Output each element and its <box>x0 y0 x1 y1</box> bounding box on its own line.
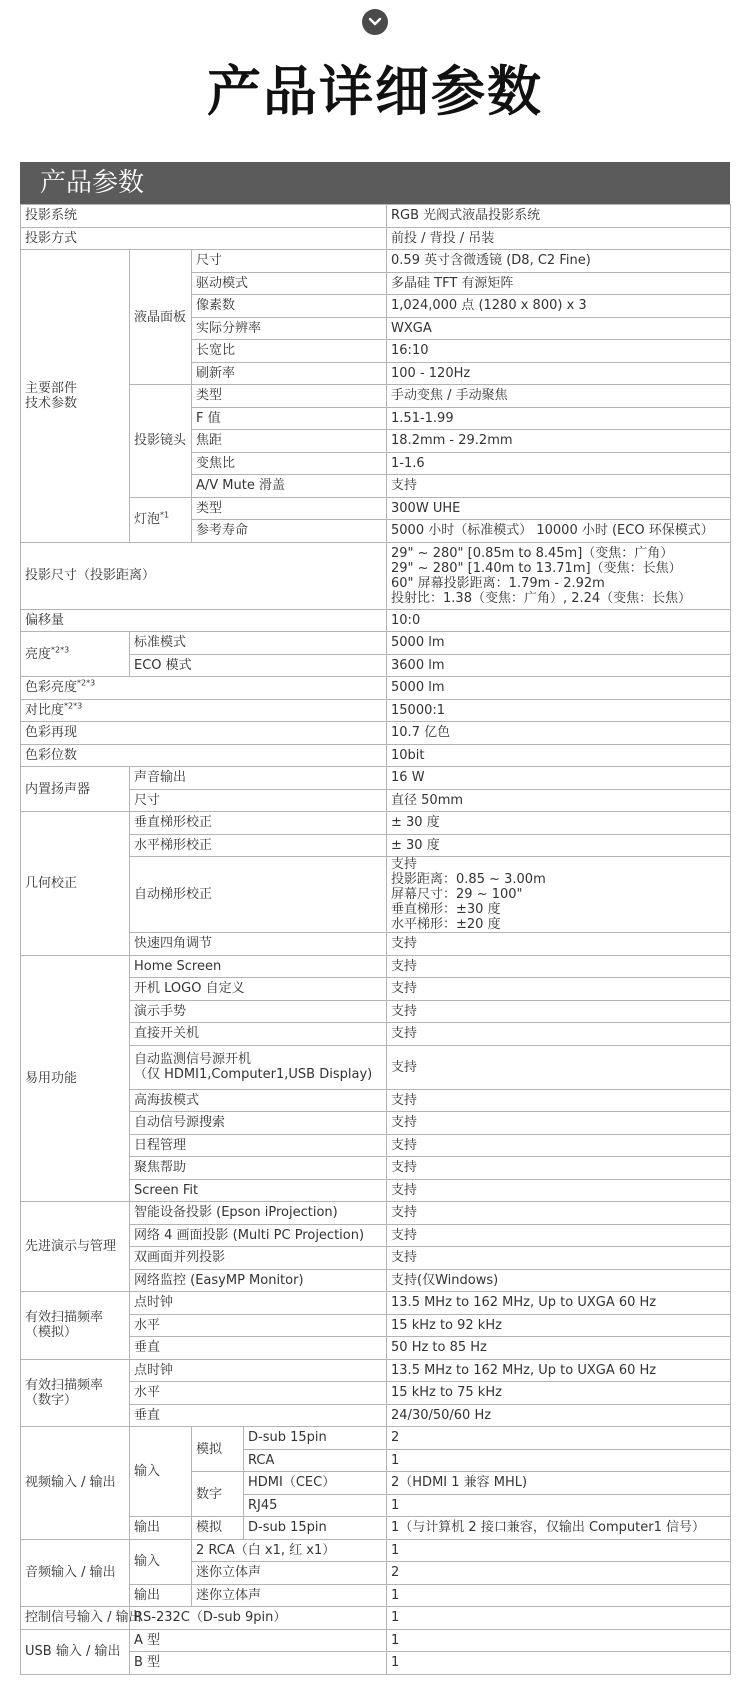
group-label: 控制信号输入 / 输出 <box>21 1607 130 1630</box>
table-row <box>21 1539 731 1562</box>
spec-value: 支持(仅Windows) <box>387 1269 731 1292</box>
spec-label: 迷你立体声 <box>192 1562 387 1585</box>
table-row <box>21 1427 731 1450</box>
group-label: 主要部件 技术参数 <box>21 250 130 543</box>
spec-value: 10bit <box>387 744 731 767</box>
spec-value: 13.5 MHz to 162 MHz, Up to UXGA 60 Hz <box>387 1359 731 1382</box>
footnote-mark: *1 <box>160 510 170 520</box>
group-label: USB 输入 / 输出 <box>21 1629 130 1674</box>
spec-value: 18.2mm - 29.2mm <box>387 430 731 453</box>
spec-label: 色彩亮度$^{*2*3}$ <box>21 677 387 700</box>
spec-label: RJ45 <box>244 1494 387 1517</box>
subgroup-label: 模拟 <box>192 1517 244 1540</box>
spec-value: 支持 <box>387 475 731 498</box>
spec-label: 声音输出 <box>130 767 387 790</box>
spec-label: 点时钟 <box>130 1292 387 1315</box>
spec-value: 10:0 <box>387 609 731 632</box>
spec-label: 网络 4 画面投影 (Multi PC Projection) <box>130 1224 387 1247</box>
spec-value: 手动变焦 / 手动聚焦 <box>387 385 731 408</box>
spec-value: 15 kHz to 92 kHz <box>387 1314 731 1337</box>
table-row <box>21 1629 731 1652</box>
spec-label: F 值 <box>192 407 387 430</box>
spec-label: B 型 <box>130 1652 387 1675</box>
spec-label: 驱动模式 <box>192 272 387 295</box>
table-row <box>21 744 731 767</box>
table-row <box>21 812 731 835</box>
spec-label: Home Screen <box>130 955 387 978</box>
spec-label: 投影系统 <box>21 205 387 228</box>
spec-label: D-sub 15pin <box>244 1427 387 1450</box>
spec-label: 长宽比 <box>192 340 387 363</box>
spec-value: 24/30/50/60 Hz <box>387 1404 731 1427</box>
footnote-mark: *2*3 <box>51 645 70 655</box>
spec-value: 16:10 <box>387 340 731 363</box>
spec-label: 参考寿命 <box>192 520 387 543</box>
spec-value: 1（与计算机 2 接口兼容，仅输出 Computer1 信号） <box>387 1517 731 1540</box>
table-row <box>21 1292 731 1315</box>
spec-label: 智能设备投影 (Epson iProjection) <box>130 1202 387 1225</box>
spec-label: 高海拔模式 <box>130 1089 387 1112</box>
subgroup-label: 投影镜头 <box>130 385 192 498</box>
table-row <box>21 542 731 609</box>
spec-label: 开机 LOGO 自定义 <box>130 978 387 1001</box>
table-row <box>21 250 731 273</box>
spec-label: 水平 <box>130 1314 387 1337</box>
spec-label: 投影方式 <box>21 227 387 250</box>
spec-label: 尺寸 <box>192 250 387 273</box>
group-label: 内置扬声器 <box>21 767 130 812</box>
spec-value: 多晶硅 TFT 有源矩阵 <box>387 272 731 295</box>
spec-label: 日程管理 <box>130 1134 387 1157</box>
spec-value: 3600 lm <box>387 654 731 677</box>
spec-value: 16 W <box>387 767 731 790</box>
spec-value: ± 30 度 <box>387 812 731 835</box>
spec-value: 支持 <box>387 1134 731 1157</box>
spec-label: 变焦比 <box>192 452 387 475</box>
spec-label: ECO 模式 <box>130 654 387 677</box>
table-row <box>21 699 731 722</box>
spec-value: ± 30 度 <box>387 834 731 857</box>
spec-label: RCA <box>244 1449 387 1472</box>
spec-label: 实际分辨率 <box>192 317 387 340</box>
spec-value: 支持 <box>387 1000 731 1023</box>
spec-label: 尺寸 <box>130 789 387 812</box>
spec-value: 支持 投影距离：0.85 ~ 3.00m 屏幕尺寸：29 ~ 100" 垂直梯形：±30 度 水平梯形：±20 度 <box>387 857 731 933</box>
group-label: 易用功能 <box>21 955 130 1202</box>
spec-value: 1-1.6 <box>387 452 731 475</box>
spec-value: 前投 / 背投 / 吊装 <box>387 227 731 250</box>
subgroup-label: 液晶面板 <box>130 250 192 385</box>
group-label: 音频输入 / 输出 <box>21 1539 130 1607</box>
spec-label: 聚焦帮助 <box>130 1157 387 1180</box>
spec-label: 垂直 <box>130 1404 387 1427</box>
spec-value: 10.7 亿色 <box>387 722 731 745</box>
spec-value: 1 <box>387 1449 731 1472</box>
spec-value: 支持 <box>387 1179 731 1202</box>
spec-value: 支持 <box>387 1112 731 1135</box>
spec-value: 1,024,000 点 (1280 x 800) x 3 <box>387 295 731 318</box>
spec-label: 偏移量 <box>21 609 387 632</box>
spec-label: 垂直 <box>130 1337 387 1360</box>
spec-value: 1 <box>387 1652 731 1675</box>
group-label: 亮度$^{*2*3}$ <box>21 632 130 677</box>
table-row <box>21 205 731 228</box>
spec-label: HDMI（CEC） <box>244 1472 387 1495</box>
spec-value: 支持 <box>387 1045 731 1089</box>
table-row <box>21 677 731 700</box>
spec-value: 5000 lm <box>387 677 731 700</box>
spec-label: 演示手势 <box>130 1000 387 1023</box>
spec-value: 支持 <box>387 1023 731 1046</box>
spec-table <box>20 204 731 1675</box>
spec-label: 双画面并列投影 <box>130 1247 387 1270</box>
spec-label: Screen Fit <box>130 1179 387 1202</box>
group-label: 有效扫描频率 （数字） <box>21 1359 130 1427</box>
spec-label: 像素数 <box>192 295 387 318</box>
spec-value: 1.51-1.99 <box>387 407 731 430</box>
spec-value: 29" ~ 280" [0.85m to 8.45m]（变焦：广角） 29" ~ 280" [1.40m to 13.71m]（变焦：长焦） 60" 屏幕投影距离：1.79m - 2.92m 投射比：1.38（变焦：广角）, 2.24（变焦：长焦） <box>387 542 731 609</box>
spec-label: D-sub 15pin <box>244 1517 387 1540</box>
subgroup-label: 输出 <box>130 1584 192 1607</box>
spec-value: 支持 <box>387 933 731 956</box>
spec-label: 迷你立体声 <box>192 1584 387 1607</box>
spec-label: 水平 <box>130 1382 387 1405</box>
table-row <box>21 1607 731 1630</box>
spec-value: 1 <box>387 1607 731 1630</box>
spec-value: 2 <box>387 1562 731 1585</box>
spec-value: 50 Hz to 85 Hz <box>387 1337 731 1360</box>
spec-value: 支持 <box>387 955 731 978</box>
spec-value: 0.59 英寸含微透镜 (D8, C2 Fine) <box>387 250 731 273</box>
spec-label: 2 RCA（白 x1, 红 x1） <box>192 1539 387 1562</box>
spec-label: 类型 <box>192 385 387 408</box>
page-title: 产品详细参数 <box>207 60 543 123</box>
table-row <box>21 722 731 745</box>
table-row <box>21 767 731 790</box>
table-row <box>21 609 731 632</box>
subgroup-label: 输出 <box>130 1517 192 1540</box>
spec-value: 直径 50mm <box>387 789 731 812</box>
spec-value: 1 <box>387 1539 731 1562</box>
subgroup-label: 灯泡$^{*1}$ <box>130 497 192 542</box>
scroll-down-button[interactable] <box>362 9 388 35</box>
spec-label: A/V Mute 滑盖 <box>192 475 387 498</box>
table-row <box>21 227 731 250</box>
subgroup-label: 数字 <box>192 1472 244 1517</box>
spec-label: 快速四角调节 <box>130 933 387 956</box>
group-label: 几何校正 <box>21 812 130 956</box>
spec-value: 15000:1 <box>387 699 731 722</box>
table-row <box>21 955 731 978</box>
spec-label: 垂直梯形校正 <box>130 812 387 835</box>
spec-value: 5000 小时（标准模式） 10000 小时 (ECO 环保模式） <box>387 520 731 543</box>
spec-value: 1 <box>387 1494 731 1517</box>
spec-value: 支持 <box>387 1202 731 1225</box>
table-row <box>21 1202 731 1225</box>
group-label: 有效扫描频率 （模拟） <box>21 1292 130 1360</box>
spec-label: A 型 <box>130 1629 387 1652</box>
spec-value: 13.5 MHz to 162 MHz, Up to UXGA 60 Hz <box>387 1292 731 1315</box>
footnote-mark: *2*3 <box>77 678 96 688</box>
spec-value: WXGA <box>387 317 731 340</box>
spec-label: 对比度$^{*2*3}$ <box>21 699 387 722</box>
spec-value: 1 <box>387 1584 731 1607</box>
spec-value: 300W UHE <box>387 497 731 520</box>
group-label: 先进演示与管理 <box>21 1202 130 1292</box>
spec-label: 色彩再现 <box>21 722 387 745</box>
spec-value: 支持 <box>387 1224 731 1247</box>
spec-label: RS-232C（D-sub 9pin） <box>130 1607 387 1630</box>
subgroup-label: 输入 <box>130 1427 192 1517</box>
spec-label: 自动信号源搜索 <box>130 1112 387 1135</box>
section-header <box>20 162 730 204</box>
section-title: 产品参数 <box>40 168 145 198</box>
spec-label: 点时钟 <box>130 1359 387 1382</box>
spec-label: 焦距 <box>192 430 387 453</box>
spec-label: 标准模式 <box>130 632 387 655</box>
spec-value: 支持 <box>387 1089 731 1112</box>
spec-label: 网络监控 (EasyMP Monitor) <box>130 1269 387 1292</box>
spec-label: 投影尺寸（投影距离） <box>21 542 387 609</box>
chevron-down-icon <box>368 17 382 27</box>
spec-value: 支持 <box>387 978 731 1001</box>
spec-value: 支持 <box>387 1247 731 1270</box>
spec-value: 15 kHz to 75 kHz <box>387 1382 731 1405</box>
group-label: 视频输入 / 输出 <box>21 1427 130 1540</box>
table-row <box>21 632 731 655</box>
spec-value: 100 - 120Hz <box>387 362 731 385</box>
spec-value: 1 <box>387 1629 731 1652</box>
subgroup-label: 输入 <box>130 1539 192 1584</box>
spec-label: 色彩位数 <box>21 744 387 767</box>
spec-value: 支持 <box>387 1157 731 1180</box>
spec-label: 直接开关机 <box>130 1023 387 1046</box>
spec-label: 刷新率 <box>192 362 387 385</box>
spec-value: 2（HDMI 1 兼容 MHL) <box>387 1472 731 1495</box>
spec-label: 自动监测信号源开机 （仅 HDMI1,Computer1,USB Display) <box>130 1045 387 1089</box>
spec-label: 自动梯形校正 <box>130 857 387 933</box>
spec-value: RGB 光阀式液晶投影系统 <box>387 205 731 228</box>
footnote-mark: *2*3 <box>64 701 83 711</box>
subgroup-label: 模拟 <box>192 1427 244 1472</box>
table-row <box>21 1359 731 1382</box>
spec-value: 5000 lm <box>387 632 731 655</box>
spec-label: 水平梯形校正 <box>130 834 387 857</box>
spec-label: 类型 <box>192 497 387 520</box>
spec-value: 2 <box>387 1427 731 1450</box>
